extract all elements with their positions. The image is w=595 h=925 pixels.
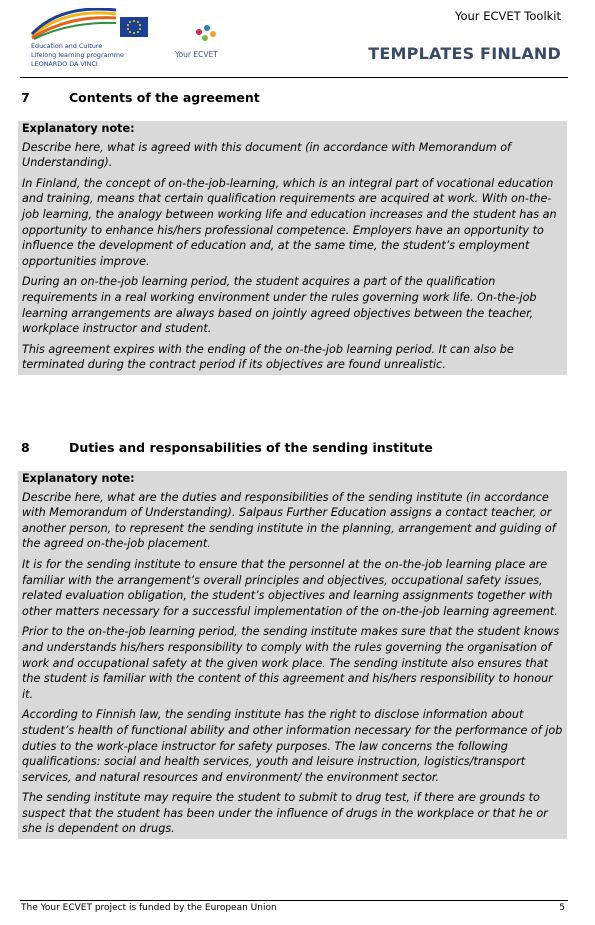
note-paragraph: During an on-the-job learning period, the student acquires a part of the qualification requirements in a real working environment under the rules governing work life. On-the-job learning arrangements are always based on jointly agreed objectives between the teacher, workplace instructor and student. <box>22 275 537 336</box>
swoosh-icon <box>30 8 120 40</box>
note-paragraph: In Finland, the concept of on-the-job-learning, which is an integral part of vocational education and training, means that certain qualification requirements are acquired at work. With on-the-job learning, the analogy between working life and education increases and the student has an opportunity to enhance his/hers professional competence. Employers have an opportunity to influence the development of education and, at the same time, the student’s employment opportunities improve. <box>22 176 557 268</box>
eu-education-culture-logo <box>30 8 152 76</box>
footer-divider <box>20 900 568 901</box>
note-heading: Explanatory note: <box>22 472 135 485</box>
eu-logo-text <box>31 42 124 69</box>
ecvet-mark-icon <box>189 24 229 50</box>
footer-text: The Your ECVET project is funded by the European Union <box>21 903 277 913</box>
note-paragraph: Describe here, what are the duties and responsibilities of the sending institute (in accordance with Memorandum of Understanding). Salpaus Further Education assigns a contact teacher, or another person, to represent the sending institute in the planning, arrangement and guiding of the agreed on-the-job placement. <box>22 490 556 551</box>
toolkit-label: Your ECVET Toolkit <box>454 9 561 23</box>
note-paragraph: The sending institute may require the student to submit to drug test, if there are grounds to suspect that the student has been under the influence of drugs in the workplace or that he or she is dependent on drugs. <box>22 791 548 836</box>
eu-flag-icon <box>120 17 148 37</box>
page-number: 5 <box>559 903 565 913</box>
section-number: 8 <box>21 440 30 455</box>
section-heading <box>21 440 433 455</box>
your-ecvet-label: Your ECVET <box>175 50 218 59</box>
eu-logo-line: Lifelong learning programme <box>31 51 124 59</box>
note-paragraph: This agreement expires with the ending of the on-the-job learning period. It can also be terminated during the contract period if its objectives are found unrealistic. <box>22 342 514 372</box>
explanatory-note <box>18 121 567 375</box>
note-paragraph: It is for the sending institute to ensure that the personnel at the on-the-job learning place are familiar with the arrangement’s overall principles and objectives, occupational safety issues, related evaluation obligation, the student’s objectives and learning assignments together with other matters necessary for a successful implementation of the on-the-job learning agreement. <box>22 557 558 618</box>
section-title: Contents of the agreement <box>69 90 260 105</box>
note-paragraph: According to Finnish law, the sending institute has the right to disclose information about student’s health of functional ability and other information necessary for the performance of job duties to the work-place instructor for safety purposes. The law concerns the following qualifications: social and health services, youth and leisure instruction, logistics/transport services, and natural resources and environment/ the environment sector. <box>22 708 563 784</box>
eu-logo-line: Education and Culture <box>31 42 103 50</box>
eu-logo-line: LEONARDO DA VINCI <box>31 60 98 68</box>
note-paragraph: Describe here, what is agreed with this document (in accordance with Memorandum of Understanding). <box>22 140 511 170</box>
explanatory-note <box>18 471 567 839</box>
header-divider <box>20 77 568 78</box>
note-paragraph: Prior to the on-the-job learning period, the sending institute makes sure that the student knows and understands his/hers responsibility to comply with the rules governing the organisation of work and occupational safety at the given work place. The sending institute also ensures that the student is familiar with the content of this agreement and his/hers responsibility to honour it. <box>22 625 560 701</box>
section-heading <box>21 90 260 105</box>
section-title: Duties and responsabilities of the sending institute <box>69 440 433 455</box>
section-number: 7 <box>21 90 30 105</box>
note-heading: Explanatory note: <box>22 122 135 135</box>
page-title: TEMPLATES FINLAND <box>368 44 561 63</box>
your-ecvet-logo <box>173 24 233 64</box>
